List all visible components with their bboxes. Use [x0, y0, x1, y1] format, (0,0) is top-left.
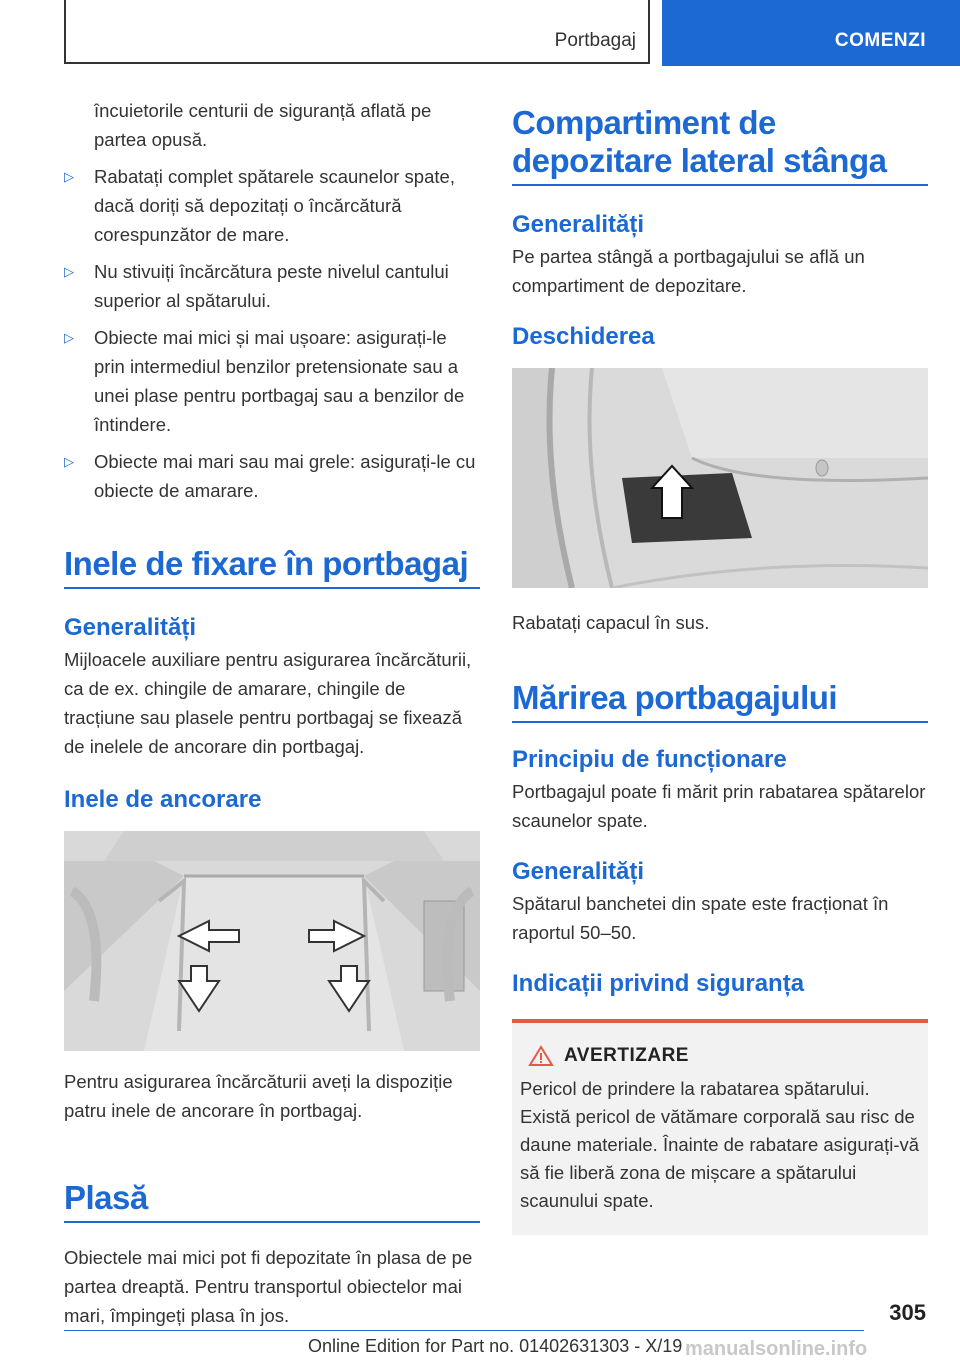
- heading-net: Plasă: [64, 1179, 480, 1223]
- heading-general-right: Generalități: [512, 211, 645, 238]
- bullet-text: Obiecte mai mari sau mai grele: asigurați-le cu obiecte de amarare.: [94, 451, 476, 501]
- bullet-item: [64, 257, 480, 315]
- heading-compartment: Compartiment de depozitare lateral stânga: [512, 104, 928, 186]
- bullet-item: [64, 323, 480, 439]
- compartment-illustration: [512, 368, 928, 588]
- warning-box: [512, 1019, 928, 1235]
- heading-safety: Indicații privind siguranța: [512, 970, 805, 997]
- triangle-bullet-icon: ▷: [64, 454, 74, 469]
- bullet-item: [64, 447, 480, 505]
- open-caption: Rabatați capacul în sus.: [512, 612, 710, 633]
- general2-text: Spătarul banchetei din spate este fracționat în raportul 50–50.: [512, 893, 889, 943]
- heading-open: Deschiderea: [512, 323, 655, 350]
- warning-triangle-icon: [528, 1045, 554, 1067]
- header-section-title: Portbagaj: [554, 30, 636, 51]
- heading-enlarge: Mărirea portbagajului: [512, 679, 928, 723]
- anchors-caption: Pentru asigurarea încărcăturii aveți la dispoziție patru inele de ancorare în portbagaj.: [64, 1071, 453, 1121]
- bullet-text: Nu stivuiți încărcătura peste nivelul cantului superior al spătarului.: [94, 261, 449, 311]
- triangle-bullet-icon: ▷: [64, 264, 74, 279]
- heading-general-2: Generalități: [512, 858, 645, 885]
- heading-principle: Principiu de funcționare: [512, 746, 787, 773]
- principle-text: Portbagajul poate fi mărit prin rabatarea spătarelor scaunelor spate.: [512, 781, 926, 831]
- triangle-bullet-icon: ▷: [64, 169, 74, 184]
- trunk-illustration: [64, 831, 480, 1051]
- heading-general: Generalități: [64, 614, 197, 641]
- compartment-general-text: Pe partea stângă a portbagajului se află un compartiment de depozitare.: [512, 246, 865, 296]
- left-column: [64, 96, 480, 1330]
- heading-rings: Inele de fixare în portbagaj: [64, 545, 480, 589]
- compartment-image: [512, 368, 928, 588]
- page-number: 305: [889, 1300, 926, 1325]
- bullet-text: Rabatați complet spătarele scaunelor spate, dacă doriți să depozitați o încărcătură corespunzător de mare.: [94, 166, 455, 245]
- right-column: [512, 104, 928, 1235]
- bullet-item: [64, 162, 480, 249]
- footer-watermark: manualsonline.info: [685, 1338, 868, 1360]
- net-text: Obiectele mai mici pot fi depozitate în plasa de pe partea dreaptă. Pentru transportul obiectelor mai mari, împingeți plasa în jos.: [64, 1247, 473, 1326]
- bullet-text: Obiecte mai mici și mai ușoare: asigurați-le prin intermediul benzilor pretensionate sau a unei plase pentru portbagaj sau a benzilor de întindere.: [94, 327, 465, 435]
- warning-header: [520, 1045, 920, 1067]
- footer-divider: [64, 1330, 864, 1331]
- header-section-box: [64, 0, 650, 64]
- header-chapter-title: COMENZI: [834, 30, 926, 51]
- warning-title: AVERTIZARE: [564, 1045, 689, 1066]
- footer-edition: Online Edition for Part no. 01402631303 - X/19: [308, 1336, 683, 1356]
- header-chapter-tab[interactable]: [662, 0, 960, 66]
- heading-anchors: Inele de ancorare: [64, 786, 262, 813]
- general-text: Mijloacele auxiliare pentru asigurarea încărcăturii, ca de ex. chingile de amarare, chingile de tracțiune sau plasele pentru portbagaj se fixează de inelele de ancorare din portbagaj.: [64, 649, 472, 757]
- intro-text: încuietorile centurii de siguranță aflată pe partea opusă.: [94, 100, 432, 150]
- triangle-bullet-icon: ▷: [64, 330, 74, 345]
- trunk-anchors-image: [64, 831, 480, 1051]
- warning-text: Pericol de prindere la rabatarea spătarului. Există pericol de vătămare corporală sau risc de daune materiale. Înainte de rabatare asigurați-vă să fie liberă zona de mișcare a spătarului scaunului spate.: [520, 1078, 920, 1211]
